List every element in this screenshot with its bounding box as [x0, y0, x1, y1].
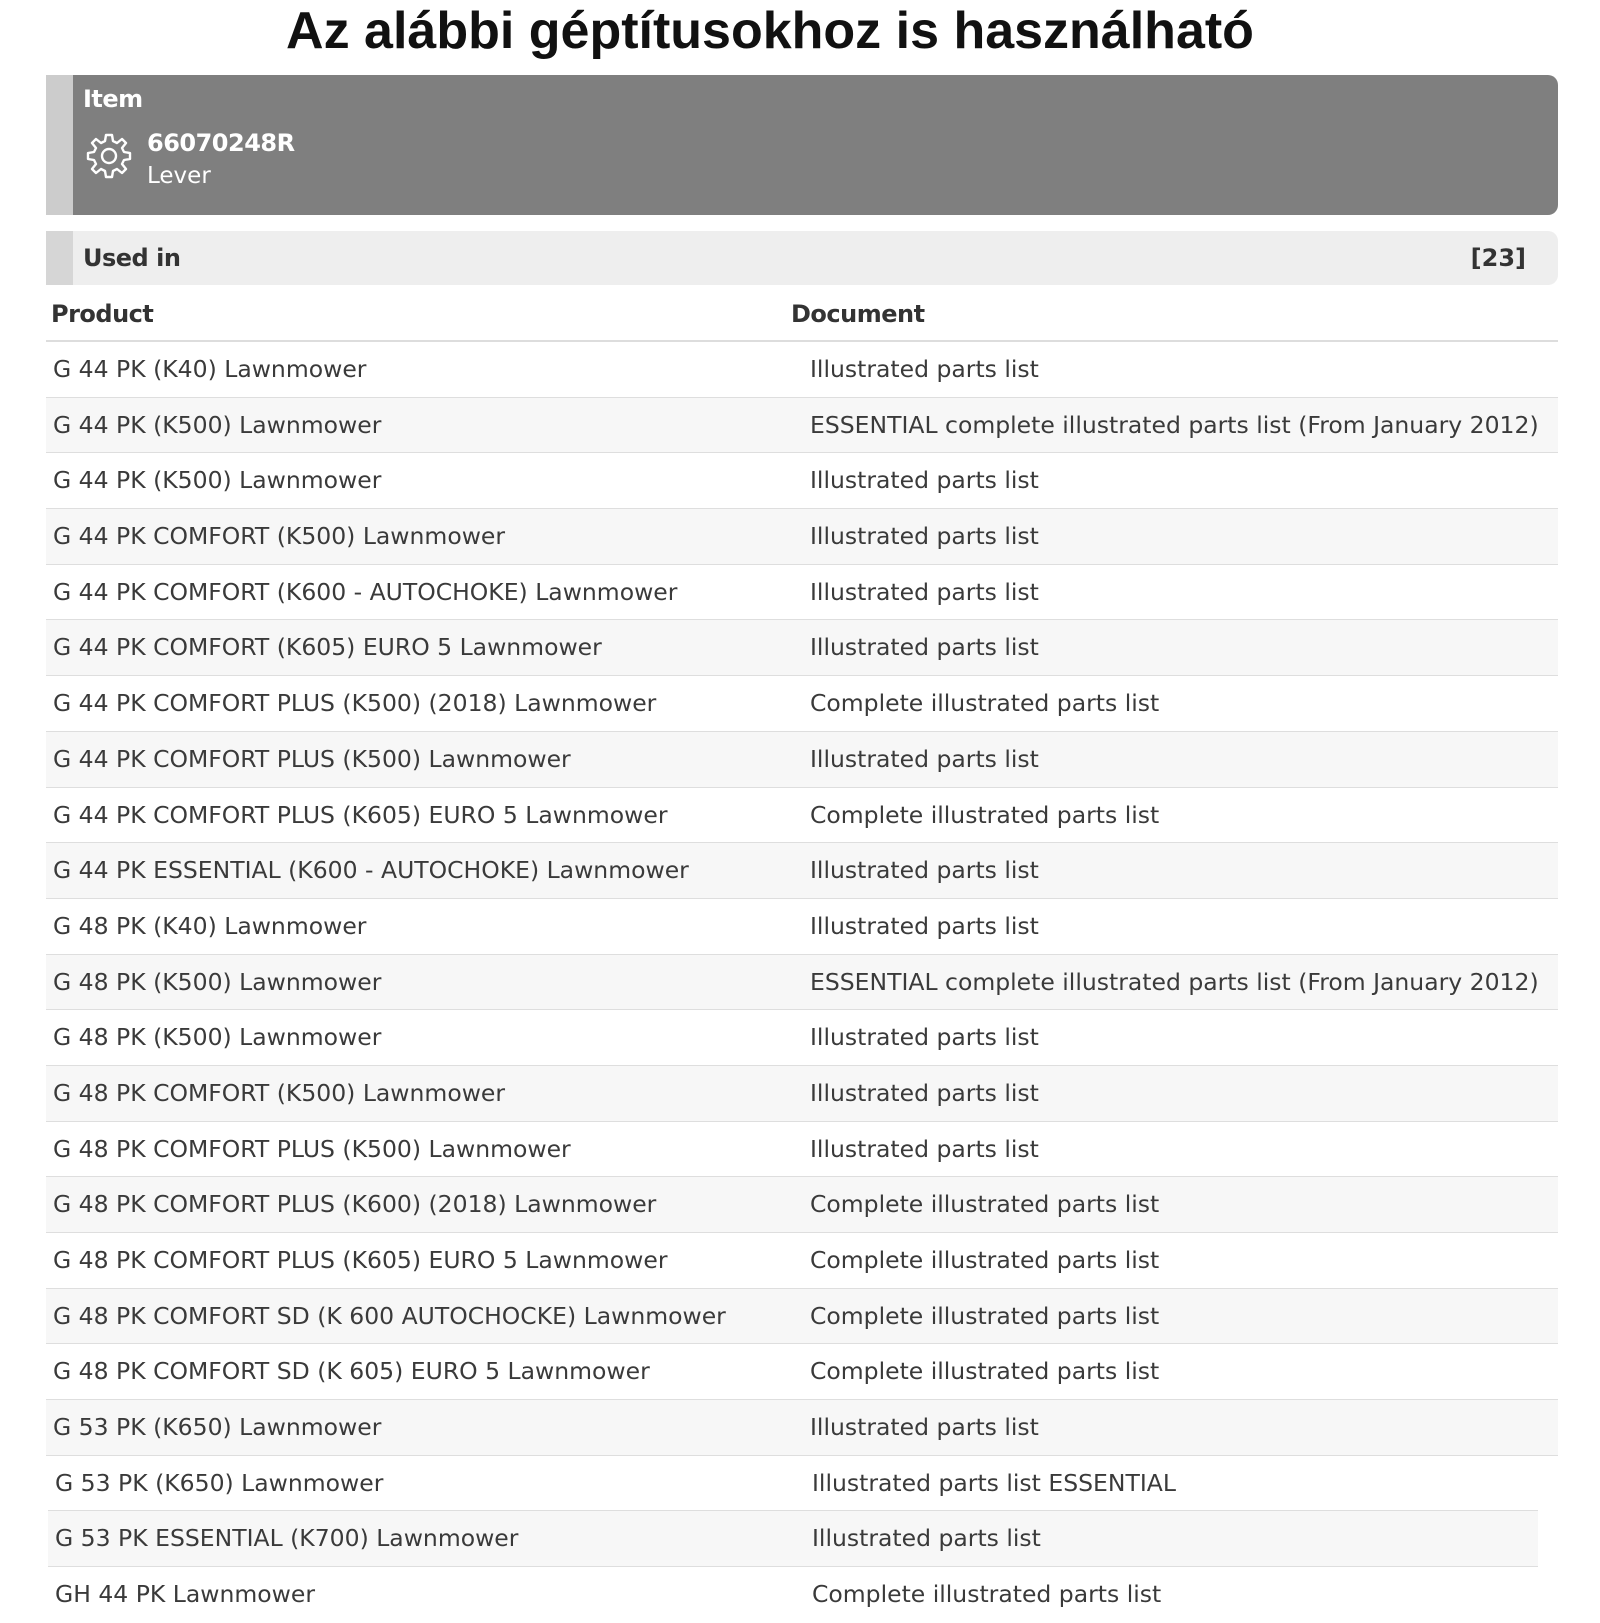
table-row[interactable] [48, 1511, 1538, 1567]
table-row[interactable] [46, 1400, 1558, 1456]
document-link[interactable]: Illustrated parts list [810, 1078, 1039, 1107]
item-card [46, 75, 1558, 215]
document-link[interactable]: Illustrated parts list [810, 355, 1039, 383]
document-link[interactable]: Illustrated parts list [810, 1134, 1039, 1163]
document-link[interactable]: Illustrated parts list ESSENTIAL [812, 1468, 1176, 1497]
used-in-stripe [46, 231, 73, 285]
document-link[interactable]: Illustrated parts list [810, 1023, 1039, 1052]
table-row[interactable] [46, 1233, 1558, 1289]
product-cell[interactable]: G 44 PK COMFORT PLUS (K605) EURO 5 Lawnmower [53, 800, 668, 829]
product-cell[interactable]: G 44 PK COMFORT PLUS (K500) Lawnmower [53, 744, 571, 773]
product-cell[interactable]: G 48 PK COMFORT PLUS (K600) (2018) Lawnmower [53, 1190, 657, 1219]
product-cell[interactable]: G 48 PK COMFORT SD (K 600 AUTOCHOCKE) Lawnmower [53, 1301, 726, 1330]
product-cell[interactable]: G 44 PK (K500) Lawnmower [53, 410, 382, 439]
table-row[interactable] [48, 1567, 1538, 1623]
table-row[interactable] [46, 955, 1558, 1011]
product-cell[interactable]: G 44 PK ESSENTIAL (K600 - AUTOCHOKE) Lawnmower [53, 856, 689, 885]
table-row[interactable] [46, 843, 1558, 899]
table-row[interactable] [46, 1289, 1558, 1345]
table-row[interactable] [46, 398, 1558, 454]
used-in-count: [23] [1470, 244, 1526, 272]
product-cell[interactable]: G 48 PK COMFORT PLUS (K500) Lawnmower [53, 1134, 571, 1163]
document-link[interactable]: Complete illustrated parts list [810, 689, 1160, 718]
product-cell[interactable]: G 53 PK (K650) Lawnmower [55, 1468, 384, 1497]
item-label: Item [83, 85, 143, 113]
document-link[interactable]: Complete illustrated parts list [810, 1246, 1160, 1274]
product-cell[interactable]: G 53 PK (K650) Lawnmower [53, 1413, 382, 1442]
table-row[interactable] [46, 1177, 1558, 1233]
item-card-stripe [46, 75, 73, 215]
gear-icon [86, 133, 132, 179]
table-row[interactable] [46, 1122, 1558, 1178]
product-cell[interactable]: G 48 PK (K40) Lawnmower [53, 911, 367, 940]
product-cell[interactable]: G 44 PK COMFORT PLUS (K500) (2018) Lawnmower [53, 689, 657, 718]
document-link[interactable]: Complete illustrated parts list [810, 800, 1160, 829]
document-link[interactable]: ESSENTIAL complete illustrated parts list (From January 2012) [810, 967, 1539, 996]
product-column-header[interactable]: Product [51, 300, 154, 328]
table-row[interactable] [46, 899, 1558, 955]
table-row[interactable] [46, 565, 1558, 621]
table-row[interactable] [46, 732, 1558, 788]
document-link[interactable]: Illustrated parts list [810, 1413, 1039, 1442]
document-link[interactable]: Illustrated parts list [810, 856, 1039, 885]
document-link[interactable]: Illustrated parts list [810, 911, 1039, 940]
used-in-label: Used in [83, 244, 181, 272]
used-in-table [46, 342, 1558, 1623]
table-row[interactable] [46, 1066, 1558, 1122]
product-cell[interactable]: G 44 PK COMFORT (K500) Lawnmower [53, 522, 506, 551]
used-in-bar[interactable] [46, 231, 1558, 285]
product-cell[interactable]: G 44 PK COMFORT (K605) EURO 5 Lawnmower [53, 633, 602, 662]
document-link[interactable]: Complete illustrated parts list [810, 1301, 1160, 1330]
document-link[interactable]: Complete illustrated parts list [812, 1580, 1162, 1609]
product-cell[interactable]: G 44 PK COMFORT (K600 - AUTOCHOKE) Lawnmower [53, 577, 678, 606]
table-row[interactable] [46, 788, 1558, 844]
table-row[interactable] [46, 1010, 1558, 1066]
product-cell[interactable]: G 48 PK COMFORT SD (K 605) EURO 5 Lawnmower [53, 1357, 650, 1386]
table-row[interactable] [46, 509, 1558, 565]
document-link[interactable]: Complete illustrated parts list [810, 1357, 1160, 1386]
product-cell[interactable]: G 48 PK COMFORT PLUS (K605) EURO 5 Lawnmower [53, 1246, 668, 1274]
item-number: 66070248R [147, 129, 295, 157]
document-link[interactable]: Illustrated parts list [810, 633, 1039, 662]
table-row[interactable] [46, 1344, 1558, 1400]
document-link[interactable]: Illustrated parts list [810, 744, 1039, 773]
document-link[interactable]: Complete illustrated parts list [810, 1190, 1160, 1219]
product-cell[interactable]: GH 44 PK Lawnmower [55, 1580, 315, 1609]
table-row[interactable] [46, 676, 1558, 732]
document-link[interactable]: Illustrated parts list [810, 522, 1039, 551]
page-title: Az alábbi géptítusokhoz is használható [286, 2, 1254, 60]
product-cell[interactable]: G 53 PK ESSENTIAL (K700) Lawnmower [55, 1524, 519, 1553]
table-row[interactable] [46, 342, 1558, 398]
product-cell[interactable]: G 44 PK (K500) Lawnmower [53, 466, 382, 495]
product-cell[interactable]: G 48 PK (K500) Lawnmower [53, 1023, 382, 1052]
document-link[interactable]: Illustrated parts list [810, 466, 1039, 495]
table-row[interactable] [46, 453, 1558, 509]
product-cell[interactable]: G 44 PK (K40) Lawnmower [53, 355, 367, 383]
product-cell[interactable]: G 48 PK COMFORT (K500) Lawnmower [53, 1078, 506, 1107]
table-row[interactable] [46, 620, 1558, 676]
document-column-header[interactable]: Document [791, 300, 925, 328]
document-link[interactable]: Illustrated parts list [810, 577, 1039, 606]
table-row[interactable] [48, 1456, 1538, 1512]
document-link[interactable]: Illustrated parts list [812, 1524, 1041, 1553]
item-name: Lever [147, 163, 211, 189]
product-cell[interactable]: G 48 PK (K500) Lawnmower [53, 967, 382, 996]
document-link[interactable]: ESSENTIAL complete illustrated parts list (From January 2012) [810, 410, 1539, 439]
